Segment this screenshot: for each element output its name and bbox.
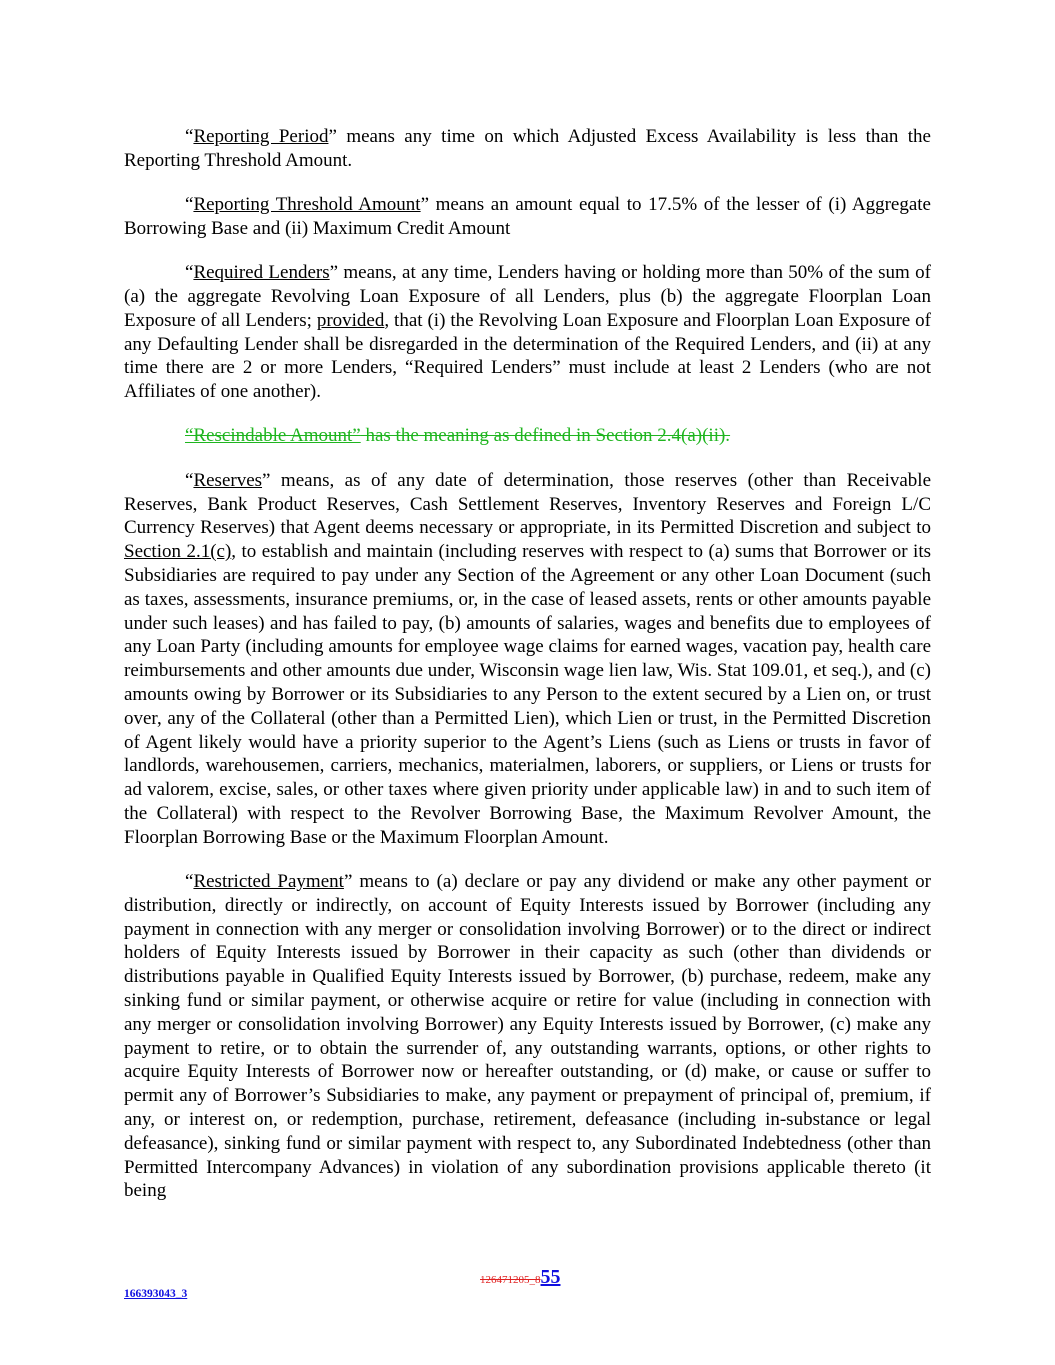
page-number: 55 (540, 1266, 561, 1288)
paragraph-text: , to establish and maintain (including reserves with respect to (a) sums that Borrower or its Subsidiaries are required to pay under any Section of the Agreement or any other Loan Document (such as taxes, assessments, insurance premiums, or, in the case of leased assets, rents or other amounts payable under such leases) and has failed to pay, (b) amounts of salaries, wages and benefits due to employees of any Loan Party (including amounts for employee wage claims for earned wages, vacation pay, health care reimbursements and other amounts due under, Wisconsin wage lien law, Wis. Stat 109.01, et seq.), and (c) amounts owing by Borrower or its Subsidiaries to any Person to the extent secured by a Lien on, or trust over, any of the Collateral (other than a Permitted Lien), which Lien or trust, in the Permitted Discretion of Agent likely would have a priority superior to the Agent’s Liens (such as Liens or trusts in favor of landlords, warehousemen, carriers, mechanics, materialmen, laborers, or suppliers, or Liens or trusts for ad valorem, excise, sales, or other taxes where given priority under applicable law) in and to such item of the Collateral) with respect to the Revolver Borrowing Base, the Maximum Revolver Amount, the Floorplan Borrowing Base or the Maximum Floorplan Amount. (124, 541, 931, 848)
paragraph-text: “ (185, 469, 194, 491)
paragraph-text: “ (185, 871, 194, 893)
page-footer (480, 1266, 561, 1289)
paragraph-text: “ (185, 194, 194, 216)
paragraph-text: has the meaning as defined in Section 2.4(a)(ii). (360, 425, 731, 447)
paragraph-text: “ (185, 262, 194, 284)
document-id: 166393043_3 (124, 1288, 188, 1300)
document-body (124, 125, 931, 1224)
paragraph-text: ” means any time on which Adjusted Excess Availability is less than the Reporting Threshold Amount. (124, 126, 931, 171)
paragraph-text: “ (185, 126, 194, 147)
paragraph-text: , that (i) the Revolving Loan Exposure and Floorplan Loan Exposure of any Defaulting Lender shall be disregarded in the determination of the Required Lenders, and (ii) at any time there are 2 or more Lenders, “Required Lenders” must include at least 2 Lenders (who are not Affiliates of one another). (124, 309, 931, 403)
paragraph-text: ” means to (a) declare or pay any dividend or make any other payment or distribution, directly or indirectly, on account of Equity Interests issued by Borrower (including any payment in connection with any merger or consolidation involving Borrower) or to the direct or indirect holders of Equity Interests issued by Borrower in their capacity as such (other than dividends or distributions payable in Qualified Equity Interests issued by Borrower, (b) purchase, redeem, make any sinking fund or similar payment, or otherwise acquire or retire for value (including in connection with any merger or consolidation involving Borrower) any Equity Interests issued by Borrower, (c) make any payment to retire, or to obtain the surrender of, any outstanding warrants, options, or other rights to acquire Equity Interests of Borrower now or hereafter outstanding, or (d) make, or cause or suffer to permit any of Borrower’s Subsidiaries to make, any payment or prepayment of principal of, premium, if any, or interest on, or redemption, purchase, retirement, defeasance (including in-substance or legal defeasance), sinking fund or similar payment with respect to, any Subordinated Indebtedness (other than Permitted Intercompany Advances) in violation of any subordination provisions applicable thereto (it being (124, 871, 931, 1202)
definition-paragraph (124, 193, 931, 241)
underlined-term: Restricted Payment (193, 871, 344, 893)
underlined-term: Reserves (193, 469, 263, 491)
underlined-term: provided (316, 309, 385, 331)
deleted-definition-paragraph (124, 424, 931, 448)
deleted-doc-ref: 126471205_8 (480, 1274, 541, 1286)
underlined-term: Section 2.1(c) (124, 541, 232, 563)
underlined-term: Reporting Threshold Amount (193, 194, 421, 216)
definition-paragraph (124, 469, 931, 850)
definition-paragraph (124, 261, 931, 404)
definition-paragraph (124, 870, 931, 1203)
paragraph-text: ” means an amount equal to 17.5% of the lesser of (i) Aggregate Borrowing Base and (ii) Maximum Credit Amount (124, 194, 931, 239)
underlined-term: “Rescindable Amount” (185, 425, 361, 447)
paragraph-text: ” means, as of any date of determination, those reserves (other than Receivable Reserves, Bank Product Reserves, Cash Settlement Reserves, Inventory Reserves and Foreign L/C Currency Reserves) that Agent deems necessary or appropriate, in its Permitted Discretion and subject to (124, 469, 931, 539)
paragraph-text: ” means, at any time, Lenders having or holding more than 50% of the sum of (a) the aggregate Revolving Loan Exposure of all Lenders, plus (b) the aggregate Floorplan Loan Exposure of all Lenders; (124, 262, 932, 331)
underlined-term: Reporting Period (193, 126, 329, 147)
definition-paragraph (124, 125, 931, 173)
underlined-term: Required Lenders (193, 262, 330, 284)
